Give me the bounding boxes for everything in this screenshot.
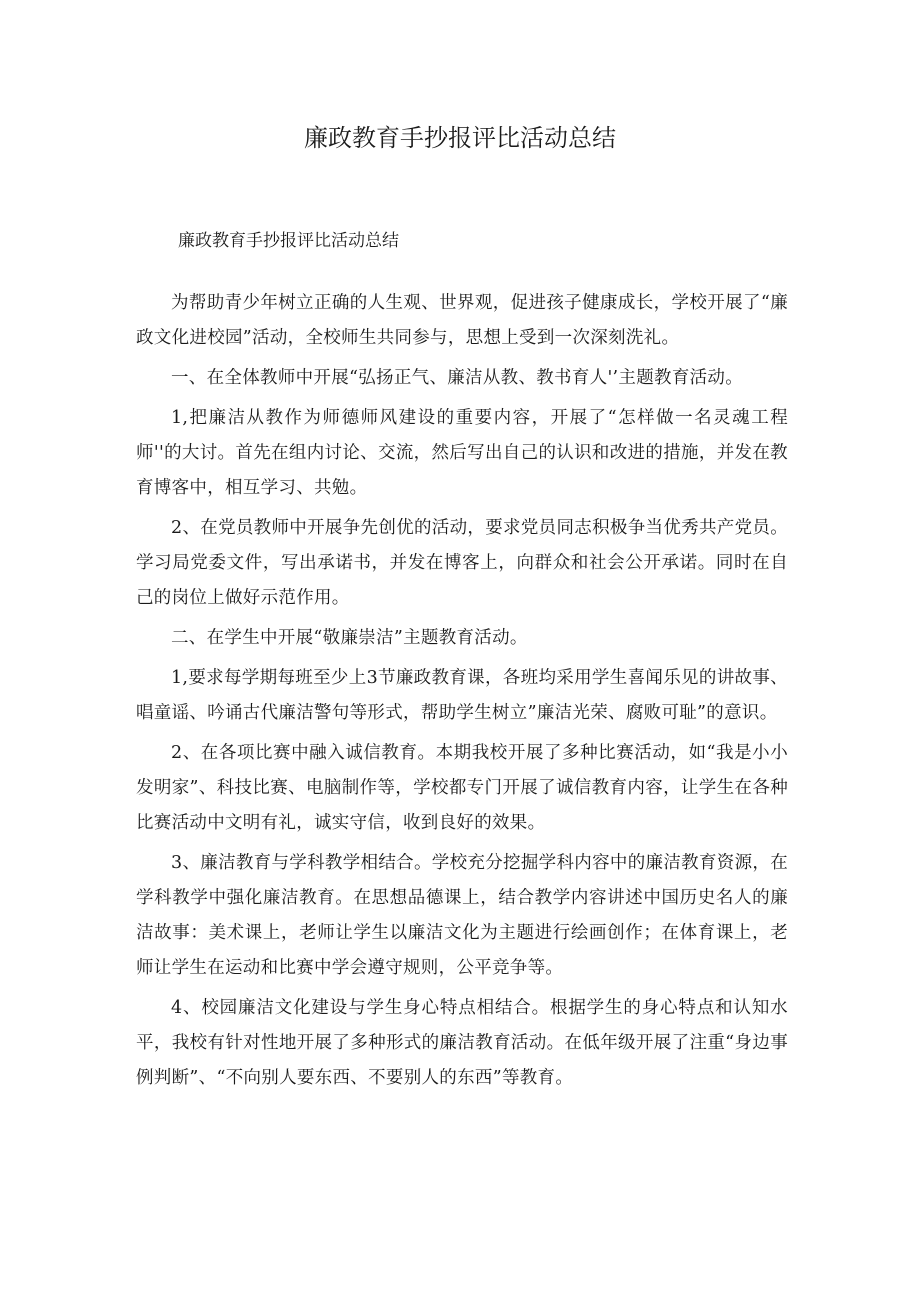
document-subtitle: 廉政教育手抄报评比活动总结 [178,231,399,251]
paragraph-section-1-heading: 一、在全体教师中开展“弘扬正气、廉洁从教、教书育人'’主题教育活动。 [171,368,744,388]
paragraph-section-2-item-2: 2、在各项比赛中融入诚信教育。本期我校开展了多种比赛活动，如“我是小小发明家”、科技比赛、电脑制作等，学校都专门开展了诚信教育内容，让学生在各种比赛活动中文明有礼，诚实守信，收到良好的效果。 [136,743,788,833]
paragraph-section-1-item-2: 2、在党员教师中开展争先创优的活动，要求党员同志积极争当优秀共产党员。学习局党委文件，写出承诺书，并发在博客上，向群众和社会公开承诺。同时在自己的岗位上做好示范作用。 [136,518,788,608]
paragraph-section-2-item-1: 1,要求每学期每班至少上3节廉政教育课，各班均采用学生喜闻乐见的讲故事、唱童谣、吟诵古代廉洁警句等形式，帮助学生树立”廉洁光荣、腐败可耻”的意识。 [136,668,788,723]
paragraph-intro: 为帮助青少年树立正确的人生观、世界观，促进孩子健康成长，学校开展了“廉政文化进校园”活动，全校师生共同参与，思想上受到一次深刻洗礼。 [136,293,788,348]
paragraph-section-2-item-3: 3、廉洁教育与学科教学相结合。学校充分挖掘学科内容中的廉洁教育资源，在学科教学中强化廉洁教育。在思想品德课上，结合教学内容讲述中国历史名人的廉洁故事：美术课上，老师让学生以廉洁文化为主题进行绘画创作；在体育课上，老师让学生在运动和比赛中学会遵守规则，公平竞争等。 [136,853,788,978]
document-title: 廉政教育手抄报评比活动总结 [304,124,616,152]
document-body [136,286,788,1101]
paragraph-section-1-item-1: 1,把廉洁从教作为师德师风建设的重要内容，开展了“怎样做一名灵魂工程师''的大讨。首先在组内讨论、交流，然后写出自己的认识和改进的措施，并发在教育博客中，相互学习、共勉。 [136,408,788,498]
paragraph-section-2-heading: 二、在学生中开展“敬廉崇洁”主题教育活动。 [171,628,528,648]
paragraph-section-2-item-4: 4、校园廉洁文化建设与学生身心特点相结合。根据学生的身心特点和认知水平，我校有针对性地开展了多种形式的廉洁教育活动。在低年级开展了注重“身边事例判断”、“不向别人要东西、不要别人的东西”等教育。 [136,998,788,1088]
